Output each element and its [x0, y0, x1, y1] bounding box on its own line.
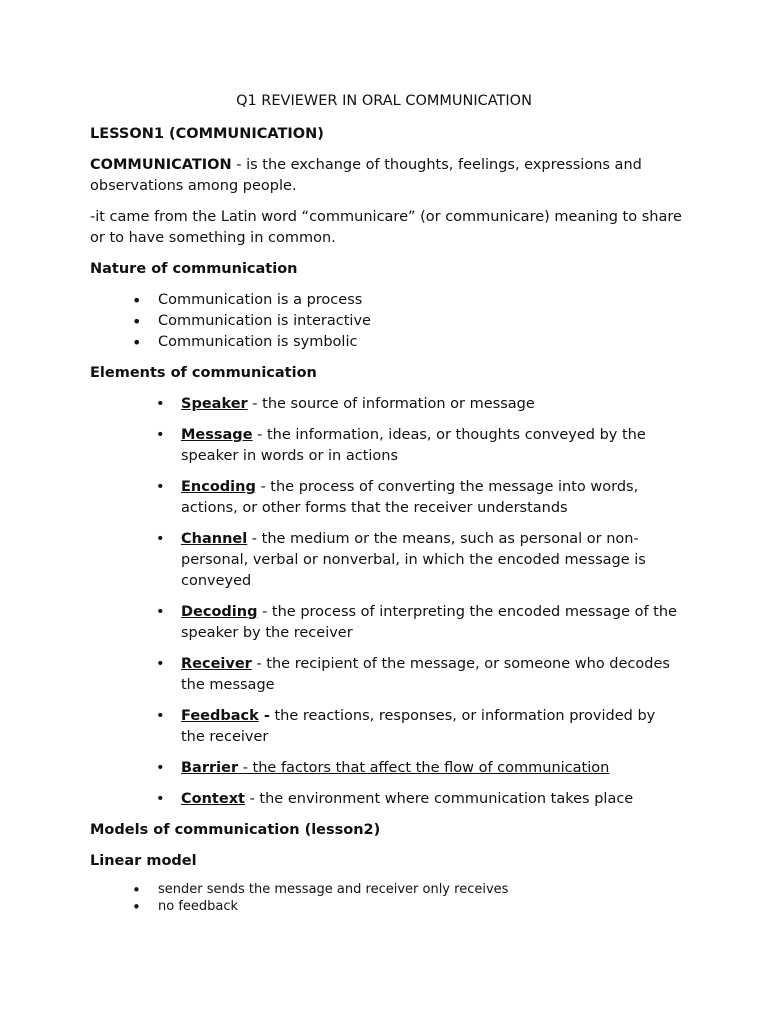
- element-desc: - the source of information or message: [247, 396, 535, 412]
- element-item-message: [90, 425, 681, 467]
- origin-paragraph: -it came from the Latin word “communicare” (or communicare) meaning to share or to have something in common.: [90, 209, 682, 246]
- element-term: Context: [181, 791, 245, 807]
- element-desc: - the process of converting the message into words, actions, or other forms that the receiver understands: [181, 479, 639, 516]
- elements-list: [90, 394, 690, 810]
- element-item-encoding: [90, 477, 681, 519]
- communication-definition-text: - is the exchange of thoughts, feelings, expressions and observations among people.: [90, 157, 642, 194]
- element-term: Feedback: [181, 708, 259, 724]
- element-item-feedback: [90, 706, 681, 748]
- element-desc: - the factors that affect the flow of communication: [238, 760, 610, 776]
- list-item: • Communication is a process: [90, 290, 690, 311]
- element-item-context: [90, 789, 681, 810]
- element-desc: - the recipient of the message, or someone who decodes the message: [181, 656, 670, 693]
- list-item: • sender sends the message and receiver only receives: [90, 882, 690, 899]
- element-desc: - the information, ideas, or thoughts conveyed by the speaker in words or in actions: [181, 427, 646, 464]
- lesson1-heading: LESSON1 (COMMUNICATION): [90, 126, 324, 142]
- element-term: Speaker: [181, 396, 248, 412]
- element-item-receiver: [90, 654, 681, 696]
- element-term: Channel: [181, 531, 248, 547]
- nature-list: [90, 290, 690, 353]
- document-body: [90, 124, 690, 915]
- element-term: Decoding: [181, 604, 258, 620]
- linear-model-heading: Linear model: [90, 853, 197, 869]
- element-item-barrier: [90, 758, 681, 779]
- element-barrier-line: [181, 760, 609, 776]
- element-term: Encoding: [181, 479, 256, 495]
- list-item: • Communication is interactive: [90, 311, 690, 332]
- communication-term: COMMUNICATION: [90, 157, 232, 173]
- communication-definition: [90, 155, 690, 197]
- nature-heading: Nature of communication: [90, 261, 298, 277]
- element-desc: - the environment where communication takes place: [244, 791, 634, 807]
- linear-model-list: [90, 882, 690, 915]
- element-term: Receiver: [181, 656, 252, 672]
- element-item-channel: [90, 529, 681, 592]
- element-term: Barrier: [181, 760, 239, 776]
- models-heading: Models of communication (lesson2): [90, 822, 381, 838]
- list-item: • Communication is symbolic: [90, 332, 690, 353]
- element-item-decoding: [90, 602, 681, 644]
- element-desc: the reactions, responses, or information provided by the receiver: [181, 708, 656, 745]
- element-term: Message: [181, 427, 253, 443]
- list-item: • no feedback: [90, 899, 690, 916]
- document-title: Q1 REVIEWER IN ORAL COMMUNICATION: [236, 93, 532, 109]
- element-desc: - the process of interpreting the encoded message of the speaker by the receiver: [181, 604, 677, 641]
- element-dash: -: [258, 708, 270, 724]
- element-desc: - the medium or the means, such as personal or non-personal, verbal or nonverbal, in which the encoded message is conveyed: [181, 531, 646, 589]
- element-item-speaker: [90, 394, 681, 415]
- elements-heading: Elements of communication: [90, 365, 317, 381]
